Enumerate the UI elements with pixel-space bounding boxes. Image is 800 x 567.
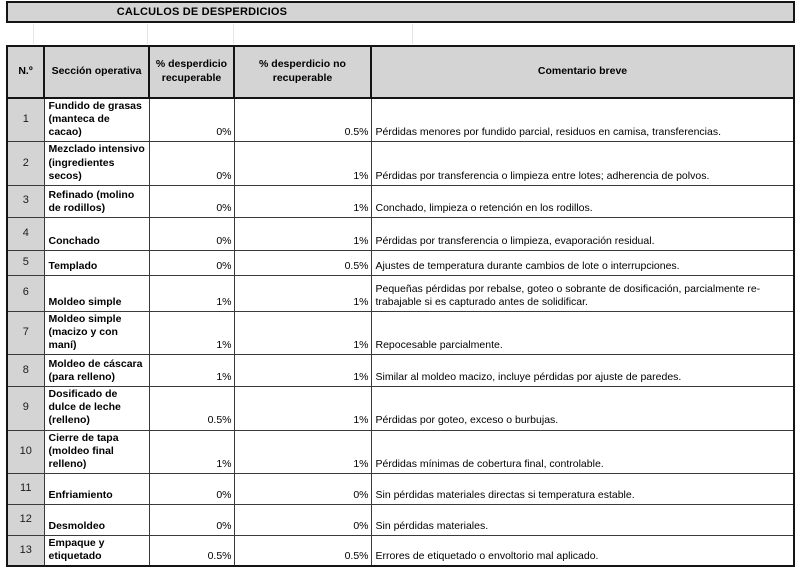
comment-cell[interactable]: Similar al moldeo macizo, incluye pérdidas por ajuste de paredes. — [371, 355, 794, 387]
comment-cell[interactable]: Pequeñas pérdidas por rebalse, goteo o sobrante de dosificación, parcialmente re-trabajable si es capturado antes de solidificar. — [371, 275, 794, 311]
row-number-cell[interactable]: 10 — [7, 430, 44, 473]
section-cell[interactable]: Desmoldeo — [44, 504, 149, 535]
row-number-cell[interactable]: 13 — [7, 535, 44, 566]
header-row — [7, 46, 794, 98]
table-row — [7, 504, 794, 535]
row-number-cell[interactable]: 3 — [7, 185, 44, 217]
non-recoverable-pct-cell[interactable]: 1% — [234, 275, 371, 311]
table-row — [7, 387, 794, 430]
non-recoverable-pct-cell[interactable]: 1% — [234, 142, 371, 185]
recoverable-pct-cell[interactable]: 0% — [149, 217, 234, 250]
waste-table — [6, 45, 795, 567]
title-cell[interactable] — [6, 1, 795, 23]
non-recoverable-pct-cell[interactable]: 1% — [234, 185, 371, 217]
row-number-cell[interactable]: 1 — [7, 98, 44, 142]
table-row — [7, 355, 794, 387]
comment-cell[interactable]: Pérdidas por transferencia o limpieza, evaporación residual. — [371, 217, 794, 250]
comment-cell[interactable]: Pérdidas por transferencia o limpieza entre lotes; adherencia de polvos. — [371, 142, 794, 185]
section-cell[interactable]: Conchado — [44, 217, 149, 250]
non-recoverable-pct-cell[interactable]: 1% — [234, 355, 371, 387]
row-number-cell[interactable]: 2 — [7, 142, 44, 185]
recoverable-pct-cell[interactable]: 1% — [149, 430, 234, 473]
recoverable-pct-cell[interactable]: 0% — [149, 98, 234, 142]
section-cell[interactable]: Moldeo de cáscara (para relleno) — [44, 355, 149, 387]
section-cell[interactable]: Dosificado de dulce de leche (relleno) — [44, 387, 149, 430]
table-row — [7, 217, 794, 250]
recoverable-pct-cell[interactable]: 0.5% — [149, 535, 234, 566]
non-recoverable-pct-cell[interactable]: 1% — [234, 217, 371, 250]
recoverable-pct-cell[interactable]: 1% — [149, 311, 234, 354]
non-recoverable-pct-cell[interactable]: 0% — [234, 504, 371, 535]
table-row — [7, 185, 794, 217]
sheet-gridline — [233, 24, 234, 44]
non-recoverable-pct-cell[interactable]: 0.5% — [234, 535, 371, 566]
sheet-gridline — [147, 24, 148, 44]
waste-table-container — [6, 45, 795, 567]
table-row — [7, 142, 794, 185]
section-cell[interactable]: Cierre de tapa (moldeo final relleno) — [44, 430, 149, 473]
recoverable-pct-cell[interactable]: 0% — [149, 142, 234, 185]
non-recoverable-pct-cell[interactable]: 0% — [234, 473, 371, 504]
row-number-cell[interactable]: 5 — [7, 250, 44, 275]
recoverable-pct-cell[interactable]: 0% — [149, 250, 234, 275]
comment-cell[interactable]: Sin pérdidas materiales directas si temperatura estable. — [371, 473, 794, 504]
non-recoverable-pct-cell[interactable]: 1% — [234, 387, 371, 430]
row-number-cell[interactable]: 8 — [7, 355, 44, 387]
row-number-cell[interactable]: 6 — [7, 275, 44, 311]
comment-cell[interactable]: Conchado, limpieza o retención en los rodillos. — [371, 185, 794, 217]
sheet-gridline — [412, 24, 413, 44]
recoverable-pct-cell[interactable]: 0.5% — [149, 387, 234, 430]
table-row — [7, 311, 794, 354]
row-number-cell[interactable]: 9 — [7, 387, 44, 430]
comment-cell[interactable]: Pérdidas por goteo, exceso o burbujas. — [371, 387, 794, 430]
comment-cell[interactable]: Pérdidas menores por fundido parcial, residuos en camisa, transferencias. — [371, 98, 794, 142]
recoverable-pct-cell[interactable]: 0% — [149, 504, 234, 535]
col-header-num[interactable]: N.º — [7, 46, 44, 98]
comment-cell[interactable]: Repocesable parcialmente. — [371, 311, 794, 354]
recoverable-pct-cell[interactable]: 1% — [149, 275, 234, 311]
section-cell[interactable]: Enfriamiento — [44, 473, 149, 504]
row-number-cell[interactable]: 7 — [7, 311, 44, 354]
col-header-recuperable[interactable]: % desperdicio recuperable — [149, 46, 234, 98]
non-recoverable-pct-cell[interactable]: 1% — [234, 430, 371, 473]
table-row — [7, 473, 794, 504]
comment-cell[interactable]: Pérdidas mínimas de cobertura final, controlable. — [371, 430, 794, 473]
recoverable-pct-cell[interactable]: 0% — [149, 185, 234, 217]
comment-cell[interactable]: Sin pérdidas materiales. — [371, 504, 794, 535]
section-cell[interactable]: Templado — [44, 250, 149, 275]
comment-cell[interactable]: Errores de etiquetado o envoltorio mal aplicado. — [371, 535, 794, 566]
col-header-no-recuperable[interactable]: % desperdicio no recuperable — [234, 46, 371, 98]
table-row — [7, 250, 794, 275]
sheet-gridline — [33, 24, 34, 44]
non-recoverable-pct-cell[interactable]: 0.5% — [234, 98, 371, 142]
col-header-comentario[interactable]: Comentario breve — [371, 46, 794, 98]
sheet-title: CALCULOS DE DESPERDICIOS — [116, 6, 288, 18]
table-row — [7, 98, 794, 142]
recoverable-pct-cell[interactable]: 1% — [149, 355, 234, 387]
row-number-cell[interactable]: 12 — [7, 504, 44, 535]
row-number-cell[interactable]: 11 — [7, 473, 44, 504]
table-row — [7, 535, 794, 566]
section-cell[interactable]: Empaque y etiquetado — [44, 535, 149, 566]
comment-cell[interactable]: Ajustes de temperatura durante cambios de lote o interrupciones. — [371, 250, 794, 275]
section-cell[interactable]: Moldeo simple — [44, 275, 149, 311]
table-row — [7, 275, 794, 311]
row-number-cell[interactable]: 4 — [7, 217, 44, 250]
recoverable-pct-cell[interactable]: 0% — [149, 473, 234, 504]
table-row — [7, 430, 794, 473]
col-header-seccion[interactable]: Sección operativa — [44, 46, 149, 98]
non-recoverable-pct-cell[interactable]: 1% — [234, 311, 371, 354]
non-recoverable-pct-cell[interactable]: 0.5% — [234, 250, 371, 275]
section-cell[interactable]: Refinado (molino de rodillos) — [44, 185, 149, 217]
section-cell[interactable]: Moldeo simple (macizo y con maní) — [44, 311, 149, 354]
section-cell[interactable]: Fundido de grasas (manteca de cacao) — [44, 98, 149, 142]
section-cell[interactable]: Mezclado intensivo (ingredientes secos) — [44, 142, 149, 185]
